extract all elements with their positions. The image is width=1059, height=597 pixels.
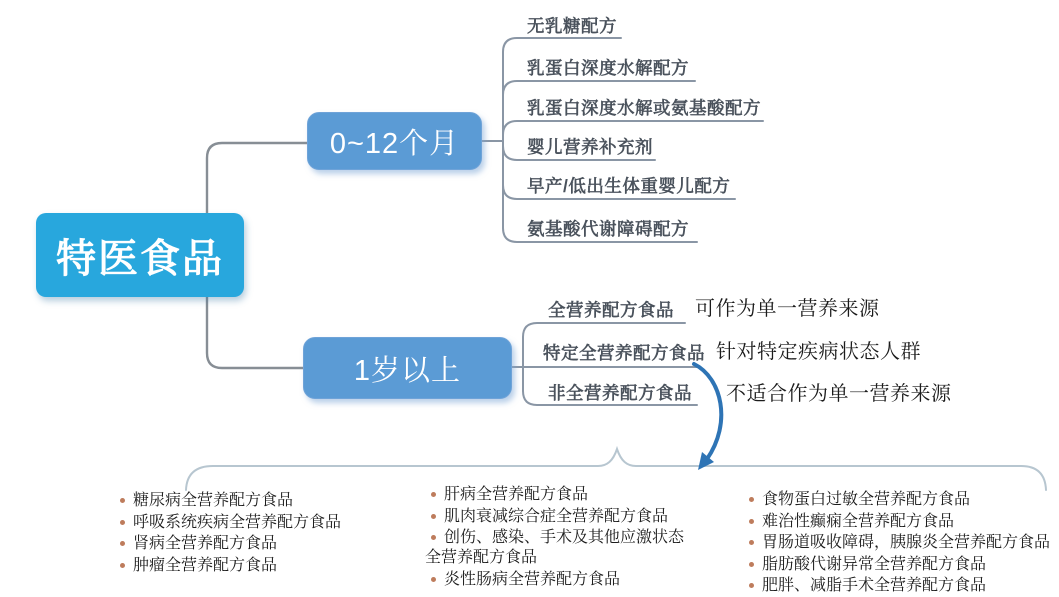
list-item-label: 胃肠道吸收障碍，胰腺炎全营养配方食品 — [762, 534, 1051, 551]
leaf-non-full-nutrition: 非全营养配方食品 — [548, 383, 692, 403]
list-item — [743, 576, 1057, 596]
bullet-icon — [749, 519, 754, 524]
bullet-icon — [431, 535, 436, 540]
bullet-icon — [120, 563, 125, 568]
list-item — [114, 491, 414, 511]
leaf-specific-full-nutrition: 特定全营养配方食品 — [543, 343, 705, 363]
bullet-icon — [749, 583, 754, 588]
leaf-hydrolyzed-or-amino-acid: 乳蛋白深度水解或氨基酸配方 — [527, 98, 761, 118]
list-item — [425, 507, 689, 527]
bullet-icon — [120, 541, 125, 546]
bullet-icon — [431, 492, 436, 497]
branch-node-over-1-year: 1岁以上 — [303, 337, 512, 399]
branch-node-0-12-months: 0~12个月 — [307, 112, 482, 170]
list-item — [114, 534, 414, 554]
root-node: 特医食品 — [36, 213, 244, 297]
curved-arrow — [694, 364, 721, 459]
bullet-icon — [749, 497, 754, 502]
bullet-icon — [120, 498, 125, 503]
list-item — [114, 513, 414, 533]
leaf-lactose-free: 无乳糖配方 — [527, 16, 617, 36]
list-item — [425, 485, 689, 505]
detail-list-middle — [425, 485, 689, 590]
list-item — [743, 512, 1057, 532]
list-item-label: 食物蛋白过敏全营养配方食品 — [762, 491, 971, 508]
bullet-icon — [749, 562, 754, 567]
list-item — [425, 528, 689, 568]
list-item-label: 肌肉衰减综合症全营养配方食品 — [444, 507, 669, 525]
list-item-label: 肥胖、减脂手术全营养配方食品 — [762, 577, 987, 594]
note-non-full-nutrition: 不适合作为单一营养来源 — [726, 383, 952, 405]
list-item — [425, 570, 689, 590]
detail-list-left — [114, 491, 414, 576]
detail-list-right — [743, 490, 1057, 596]
leaf-full-nutrition: 全营养配方食品 — [548, 300, 674, 320]
list-item-label: 脂肪酸代谢异常全营养配方食品 — [762, 555, 987, 573]
leaf-infant-supplement: 婴儿营养补充剂 — [527, 137, 653, 157]
list-item-label: 创伤、感染、手术及其他应激状态全营养配方食品 — [425, 529, 685, 566]
bullet-icon — [431, 577, 436, 582]
leaf-hydrolyzed-protein: 乳蛋白深度水解配方 — [527, 58, 689, 78]
bullet-icon — [120, 520, 125, 525]
list-item — [114, 556, 414, 576]
brace — [186, 449, 1046, 490]
list-item-label: 肾病全营养配方食品 — [133, 535, 278, 552]
note-full-nutrition: 可作为单一营养来源 — [695, 298, 880, 320]
leaf-preterm-low-birthweight: 早产/低出生体重婴儿配方 — [527, 176, 731, 196]
bullet-icon — [749, 540, 754, 545]
list-item — [743, 533, 1057, 553]
list-item-label: 肝病全营养配方食品 — [444, 486, 589, 503]
note-specific-full-nutrition: 针对特定疾病状态人群 — [716, 341, 921, 363]
list-item-label: 肿瘤全营养配方食品 — [133, 556, 278, 574]
list-item — [743, 555, 1057, 575]
list-item-label: 糖尿病全营养配方食品 — [133, 492, 294, 509]
list-item-label: 炎性肠病全营养配方食品 — [444, 570, 621, 588]
list-item — [743, 490, 1057, 510]
list-item-label: 难治性癫痫全营养配方食品 — [762, 512, 955, 530]
leaf-amino-acid-metabolism: 氨基酸代谢障碍配方 — [527, 219, 689, 239]
bullet-icon — [431, 514, 436, 519]
list-item-label: 呼吸系统疾病全营养配方食品 — [133, 513, 342, 531]
